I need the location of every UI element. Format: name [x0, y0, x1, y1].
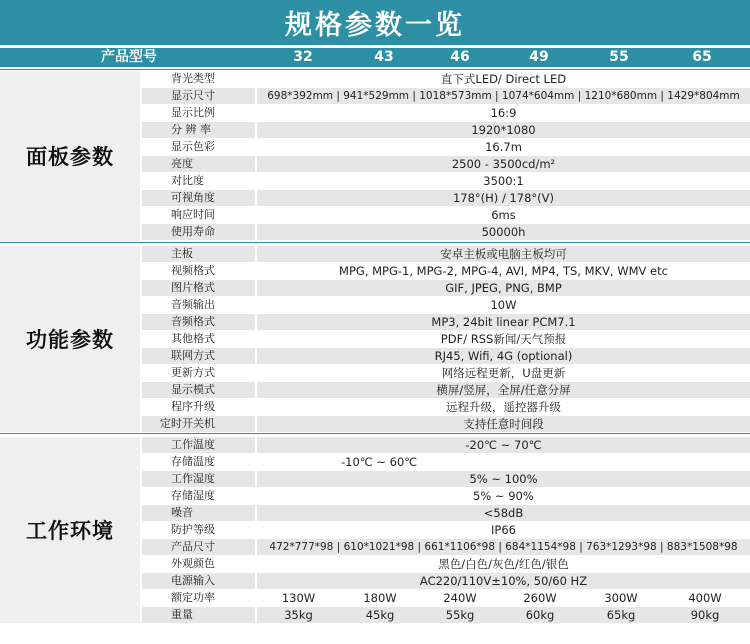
spec-row — [142, 139, 750, 155]
spec-value: RJ45, Wifi, 4G (optional) — [257, 348, 750, 364]
spec-value: 5% ~ 100% — [257, 471, 750, 487]
power-55: 300W — [604, 591, 638, 605]
spec-row — [142, 471, 750, 487]
spec-label: 电源输入 — [142, 573, 255, 589]
model-55: 55 — [609, 49, 629, 65]
spec-value: 远程升级，遥控器升级 — [257, 399, 750, 415]
spec-row — [142, 122, 750, 138]
spec-row — [142, 522, 750, 538]
spec-label: 显示比例 — [142, 105, 255, 121]
spec-value: <58dB — [257, 505, 750, 521]
spec-value: 16.7m — [257, 139, 750, 155]
spec-value: MP3, 24bit linear PCM7.1 — [257, 314, 750, 330]
spec-value: 直下式LED/ Direct LED — [257, 71, 750, 87]
spec-label: 更新方式 — [142, 365, 255, 381]
spec-row — [142, 88, 750, 104]
spec-label: 对比度 — [142, 173, 255, 189]
spec-label: 其他格式 — [142, 331, 255, 347]
spec-label: 联网方式 — [142, 348, 255, 364]
spec-value: GIF, JPEG, PNG, BMP — [257, 280, 750, 296]
spec-label: 图片格式 — [142, 280, 255, 296]
spec-value: 2500 - 3500cd/m² — [257, 156, 750, 172]
spec-row — [142, 505, 750, 521]
section-title: 功能参数 — [0, 246, 140, 432]
spec-row — [142, 556, 750, 572]
spec-row — [142, 280, 750, 296]
spec-label: 程序升级 — [142, 399, 255, 415]
spec-row — [142, 437, 750, 453]
section-title: 面板参数 — [0, 71, 140, 241]
spec-row — [142, 539, 750, 555]
function-params-section — [0, 246, 750, 432]
spec-row — [142, 105, 750, 121]
spec-value: AC220/110V±10%, 50/60 HZ — [257, 573, 750, 589]
spec-value: 横屏/竖屏，全屏/任意分屏 — [257, 382, 750, 398]
spec-value: 50000h — [257, 224, 750, 240]
spec-row — [142, 314, 750, 330]
weight-49: 60kg — [525, 608, 555, 622]
spec-label: 音频格式 — [142, 314, 255, 330]
spec-row — [142, 382, 750, 398]
spec-label: 额定功率 — [142, 590, 255, 606]
spec-label: 显示模式 — [142, 382, 255, 398]
spec-label: 显示尺寸 — [142, 88, 255, 104]
model-header-label: 产品型号 — [101, 49, 157, 65]
power-65: 400W — [688, 591, 722, 605]
spec-row — [142, 190, 750, 206]
spec-row — [142, 348, 750, 364]
spec-value: PDF/ RSS新闻/天气预报 — [257, 331, 750, 347]
spec-value: 1920*1080 — [257, 122, 750, 138]
spec-label: 亮度 — [142, 156, 255, 172]
power-46: 240W — [443, 591, 477, 605]
spec-label: 存储湿度 — [142, 488, 255, 504]
spec-row — [142, 454, 750, 470]
spec-label: 噪音 — [142, 505, 255, 521]
spec-row — [142, 173, 750, 189]
spec-value: 472*777*98 | 610*1021*98 | 661*1106*98 | 684*1154*98 | 763*1293*98 | 883*1508*98 — [257, 539, 750, 555]
weight-32: 35kg — [284, 608, 313, 622]
spec-value: 黑色/白色/灰色/红色/银色 — [257, 556, 750, 572]
model-header-row — [0, 48, 750, 67]
model-49: 49 — [529, 49, 549, 65]
page-title: 规格参数一览 — [0, 0, 750, 45]
power-43: 180W — [363, 591, 397, 605]
spec-value: 10W — [257, 297, 750, 313]
spec-row — [142, 156, 750, 172]
spec-label: 产品尺寸 — [142, 539, 255, 555]
spec-row — [142, 297, 750, 313]
spec-label: 防护等级 — [142, 522, 255, 538]
spec-value-per-model — [257, 607, 750, 623]
spec-label: 使用寿命 — [142, 224, 255, 240]
spec-value: 网络远程更新，U盘更新 — [257, 365, 750, 381]
spec-value: 支持任意时间段 — [257, 416, 750, 432]
environment-section — [0, 437, 750, 623]
spec-row — [142, 246, 750, 262]
spec-row — [142, 365, 750, 381]
spec-label: 可视角度 — [142, 190, 255, 206]
weight-46: 55kg — [445, 608, 475, 622]
spec-row — [142, 399, 750, 415]
spec-value: 16:9 — [257, 105, 750, 121]
spec-label: 音频输出 — [142, 297, 255, 313]
section-title: 工作环境 — [0, 437, 140, 623]
spec-value: -20℃ ~ 70℃ — [257, 437, 750, 453]
spec-row — [142, 488, 750, 504]
spec-row — [142, 416, 750, 432]
spec-row — [142, 71, 750, 87]
spec-row — [142, 207, 750, 223]
model-43: 43 — [374, 49, 394, 65]
spec-row — [142, 331, 750, 347]
spec-value: MPG, MPG-1, MPG-2, MPG-4, AVI, MP4, TS, MKV, WMV etc — [257, 263, 750, 279]
spec-value: -10℃ ~ 60℃ — [257, 454, 750, 470]
panel-params-section — [0, 71, 750, 241]
spec-value: 6ms — [257, 207, 750, 223]
spec-value: 178°(H) / 178°(V) — [257, 190, 750, 206]
spec-row — [142, 573, 750, 589]
power-49: 260W — [523, 591, 557, 605]
model-46: 46 — [450, 49, 470, 65]
spec-label: 背光类型 — [142, 71, 255, 87]
spec-label: 分 辨 率 — [142, 122, 255, 138]
spec-label: 存储温度 — [142, 454, 255, 470]
spec-label: 重量 — [142, 607, 255, 623]
spec-label: 工作湿度 — [142, 471, 255, 487]
spec-row — [142, 607, 750, 623]
spec-row — [142, 590, 750, 606]
model-65: 65 — [692, 49, 712, 65]
weight-55: 65kg — [606, 608, 636, 622]
model-32: 32 — [293, 49, 313, 65]
spec-value: 3500:1 — [257, 173, 750, 189]
spec-label: 响应时间 — [142, 207, 255, 223]
spec-label: 视频格式 — [142, 263, 255, 279]
weight-65: 90kg — [690, 608, 720, 622]
spec-label: 外观颜色 — [142, 556, 255, 572]
spec-label: 定时开关机 — [142, 416, 255, 432]
spec-value: IP66 — [257, 522, 750, 538]
spec-value: 5% ~ 90% — [257, 488, 750, 504]
power-32: 130W — [281, 591, 316, 605]
spec-label: 主板 — [142, 246, 255, 262]
spec-value: 安卓主板或电脑主板均可 — [257, 246, 750, 262]
spec-row — [142, 224, 750, 240]
spec-label: 工作温度 — [142, 437, 255, 453]
spec-row — [142, 263, 750, 279]
spec-value: 698*392mm | 941*529mm | 1018*573mm | 1074*604mm | 1210*680mm | 1429*804mm — [257, 88, 750, 104]
weight-43: 45kg — [365, 608, 395, 622]
spec-label: 显示色彩 — [142, 139, 255, 155]
spec-value-per-model — [257, 590, 750, 606]
